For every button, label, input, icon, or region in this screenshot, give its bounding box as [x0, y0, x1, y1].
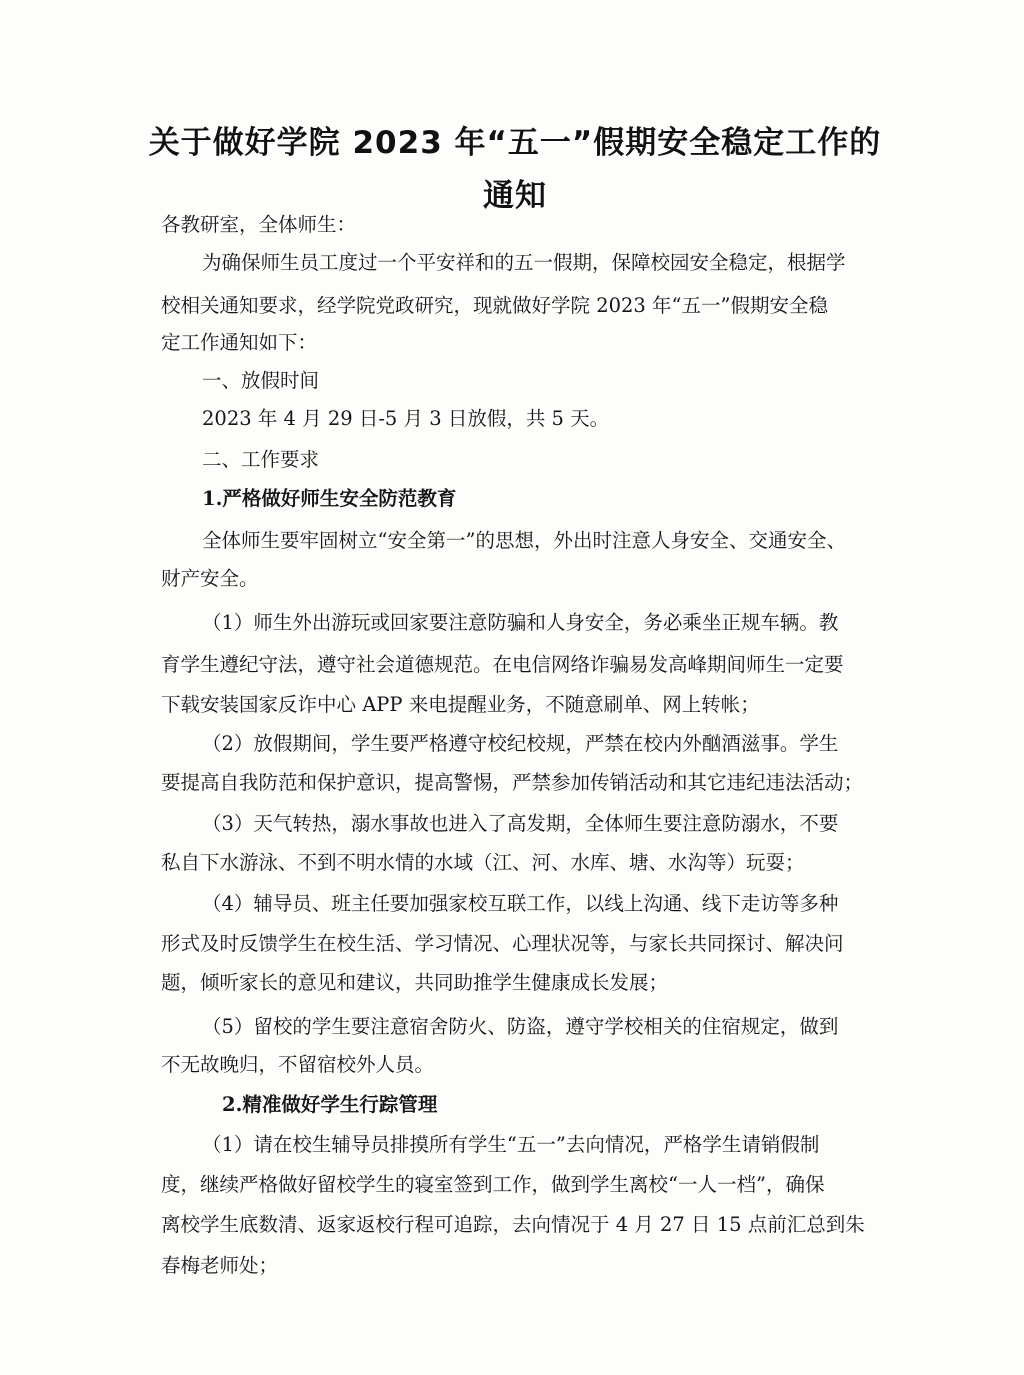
paragraph-line: 为确保师生员工度过一个平安祥和的五一假期，保障校园安全稳定，根据学 — [202, 251, 846, 274]
paragraph-line: 春梅老师处； — [161, 1254, 279, 1277]
document-title-continued: 通知 — [483, 178, 547, 214]
paragraph-line: 私自下水游泳、不到不明水情的水域（江、河、水库、塘、水沟等）玩耍； — [161, 851, 805, 874]
paragraph-line: 不无故晚归，不留宿校外人员。 — [161, 1053, 435, 1076]
paragraph-line: 下载安装国家反诈中心 APP 来电提醒业务，不随意刷单、网上转帐； — [161, 693, 760, 716]
paragraph-line: 定工作通知如下： — [161, 331, 318, 354]
section-heading: 二、工作要求 — [202, 448, 320, 471]
paragraph-line: （2）放假期间，学生要严格遵守校纪校规，严禁在校内外酗酒滋事。学生 — [202, 732, 839, 755]
paragraph-line: （1）师生外出游玩或回家要注意防骗和人身安全，务必乘坐正规车辆。教 — [202, 611, 839, 634]
paragraph-line: 育学生遵纪守法，遵守社会道德规范。在电信网络诈骗易发高峰期间师生一定要 — [161, 653, 844, 676]
paragraph-line: 形式及时反馈学生在校生活、学习情况、心理状况等，与家长共同探讨、解决问 — [161, 932, 844, 955]
document-title: 关于做好学院 2023 年“五一”假期安全稳定工作的 — [148, 125, 882, 161]
paragraph-line: （1）请在校生辅导员排摸所有学生“五一”去向情况，严格学生请销假制 — [202, 1133, 820, 1156]
paragraph-line: 度，继续严格做好留校学生的寝室签到工作，做到学生离校“一人一档”，确保 — [161, 1173, 825, 1196]
paragraph-line: （4）辅导员、班主任要加强家校互联工作，以线上沟通、线下走访等多种 — [202, 892, 839, 915]
paragraph-line: 财产安全。 — [161, 567, 259, 590]
paragraph-line: 全体师生要牢固树立“安全第一”的思想，外出时注意人身安全、交通安全、 — [202, 529, 846, 552]
section-heading: 一、放假时间 — [202, 369, 320, 392]
paragraph-line: （5）留校的学生要注意宿舍防火、防盗，遵守学校相关的住宿规定，做到 — [202, 1015, 839, 1038]
paragraph-line: 离校学生底数清、返家返校行程可追踪，去向情况于 4 月 27 日 15 点前汇总到朱 — [161, 1213, 865, 1236]
paragraph-line: （3）天气转热，溺水事故也进入了高发期，全体师生要注意防溺水，不要 — [202, 812, 839, 835]
salutation: 各教研室，全体师生： — [161, 213, 357, 236]
paragraph-line: 题，倾听家长的意见和建议，共同助推学生健康成长发展； — [161, 971, 669, 994]
subsection-heading: 1.严格做好师生安全防范教育 — [202, 487, 457, 510]
paragraph-line: 校相关通知要求，经学院党政研究，现就做好学院 2023 年“五一”假期安全稳 — [161, 294, 828, 317]
paragraph-line: 要提高自我防范和保护意识，提高警惕，严禁参加传销活动和其它违纪违法活动； — [161, 771, 864, 794]
subsection-heading: 2.精准做好学生行踪管理 — [222, 1093, 438, 1116]
paragraph-line: 2023 年 4 月 29 日-5 月 3 日放假，共 5 天。 — [202, 407, 610, 430]
